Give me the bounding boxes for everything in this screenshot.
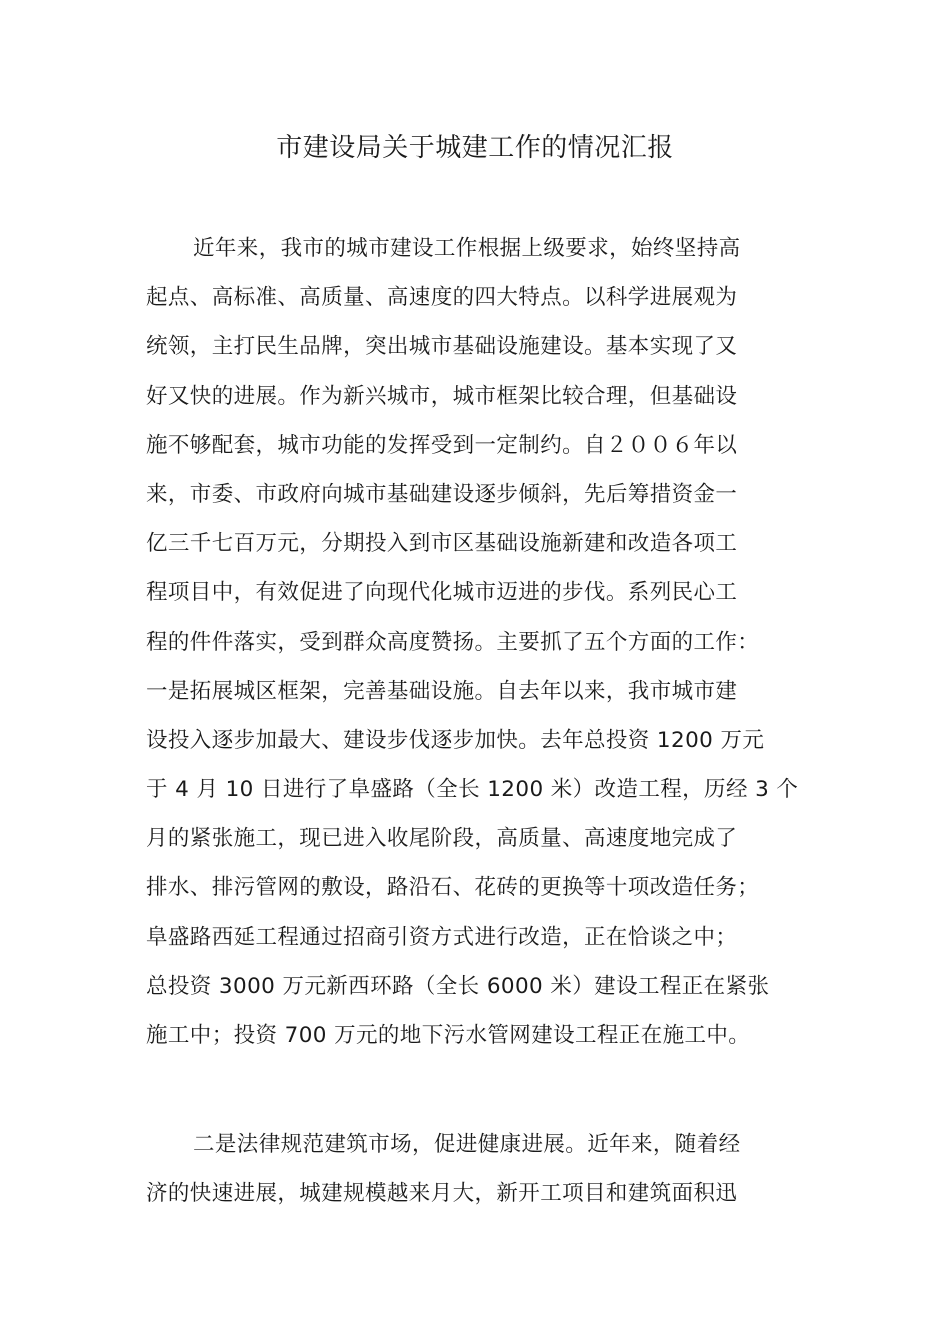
paragraph-2 bbox=[146, 1120, 816, 1218]
text-line: 程的件件落实，受到群众高度赞扬。主要抓了五个方面的工作： bbox=[146, 629, 760, 655]
text-line: 设投入逐步加最大、建设步伐逐步加快。去年总投资 1200 万元 bbox=[146, 727, 765, 753]
text-line: 月的紧张施工，现已进入收尾阶段，高质量、高速度地完成了 bbox=[146, 826, 738, 852]
text-line: 总投资 3000 万元新西环路（全长 6000 米）建设工程正在紧张 bbox=[146, 973, 770, 999]
document-title: 市建设局关于城建工作的情况汇报 bbox=[276, 133, 674, 163]
text-line: 施工中；投资 700 万元的地下污水管网建设工程正在施工中。 bbox=[146, 1023, 751, 1048]
paragraph-1 bbox=[146, 224, 816, 1060]
text-line: 于 4 月 10 日进行了阜盛路（全长 1200 米）改造工程，历经 3 个 bbox=[146, 777, 799, 803]
text-line: 起点、高标准、高质量、高速度的四大特点。以科学进展观为 bbox=[146, 285, 738, 311]
text-line: 济的快速进展，城建规模越来月大，新开工项目和建筑面积迅 bbox=[146, 1181, 738, 1207]
text-line: 阜盛路西延工程通过招商引资方式进行改造，正在恰谈之中； bbox=[146, 924, 738, 950]
text-line: 施不够配套，城市功能的发挥受到一定制约。自２００６年以 bbox=[146, 432, 738, 458]
text-line: 统领，主打民生品牌，突出城市基础设施建设。基本实现了又 bbox=[146, 334, 738, 360]
text-line: 一是拓展城区框架，完善基础设施。自去年以来，我市城市建 bbox=[146, 678, 738, 704]
text-line: 来，市委、市政府向城市基础建设逐步倾斜，先后筹措资金一 bbox=[146, 481, 738, 507]
text-line: 排水、排污管网的敷设，路沿石、花砖的更换等十项改造任务； bbox=[146, 875, 760, 901]
text-line: 好又快的进展。作为新兴城市，城市框架比较合理，但基础设 bbox=[146, 383, 738, 409]
text-line: 近年来，我市的城市建设工作根据上级要求，始终坚持高 bbox=[193, 236, 741, 261]
text-line: 二是法律规范建筑市场，促进健康进展。近年来，随着经 bbox=[193, 1132, 741, 1157]
text-line: 程项目中，有效促进了向现代化城市迈进的步伐。系列民心工 bbox=[146, 580, 738, 606]
text-line: 亿三千七百万元，分期投入到市区基础设施新建和改造各项工 bbox=[146, 531, 738, 557]
